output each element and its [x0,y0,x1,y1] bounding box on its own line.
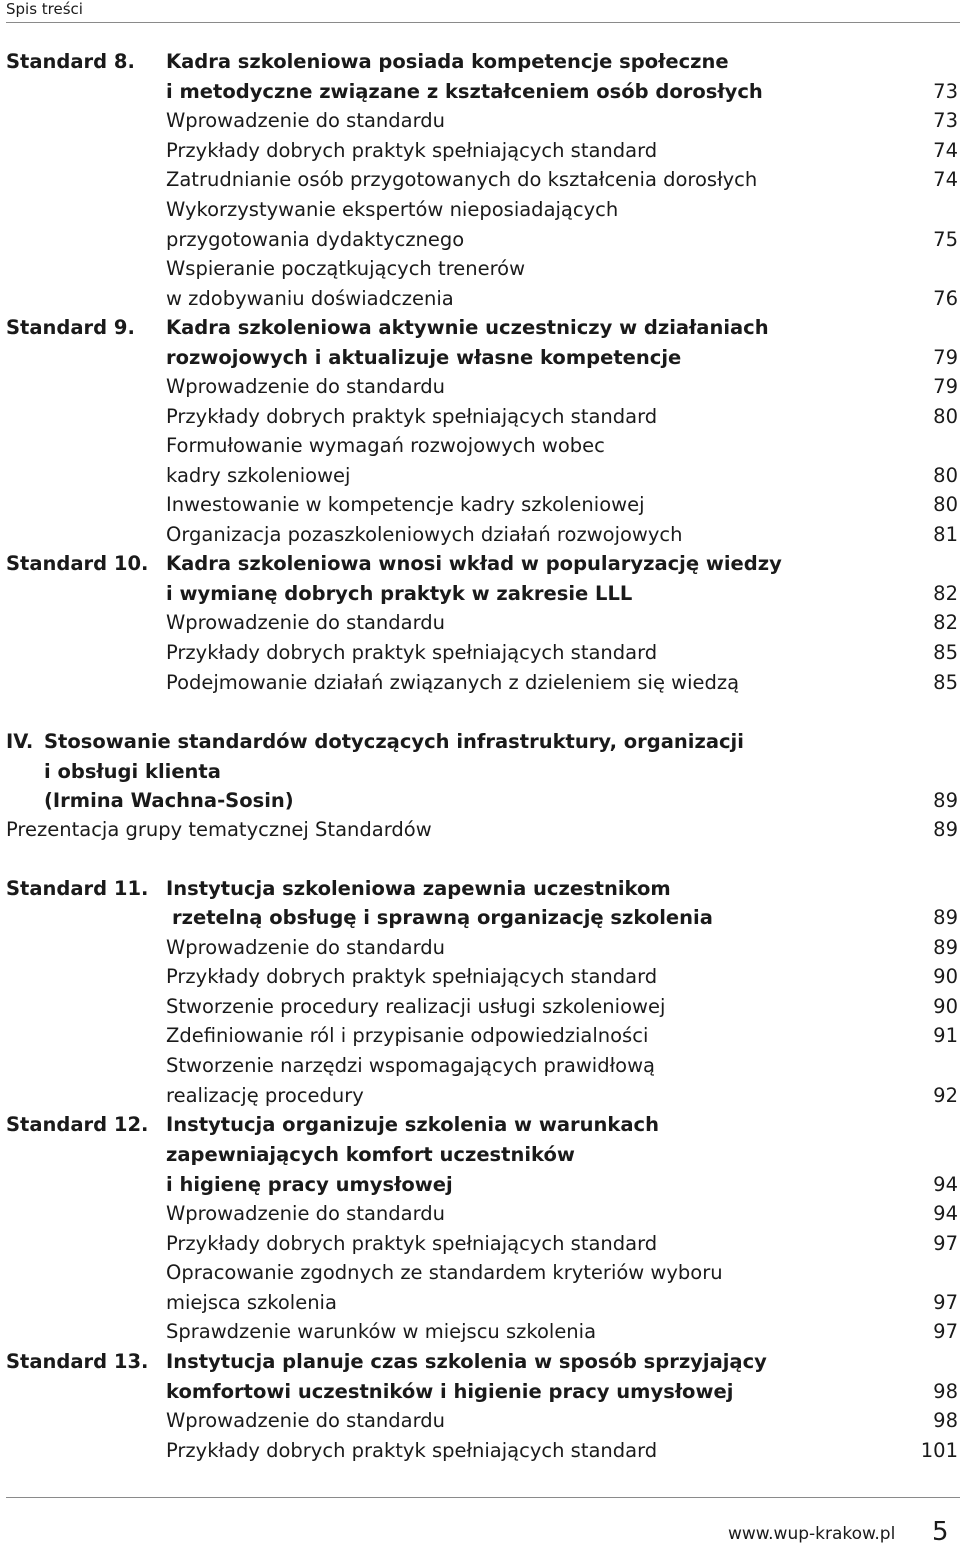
toc-entry[interactable] [0,1436,960,1465]
toc-entry-title: Wprowadzenie do standardu [166,109,446,132]
toc-entry-title: Sprawdzenie warunków w miejscu szkolenia [166,1320,597,1343]
toc-entry-page-number: 89 [933,936,958,959]
toc-entry[interactable] [0,1140,960,1169]
toc-entry-title: Wprowadzenie do standardu [166,611,446,634]
toc-entry-page-number: 90 [933,995,958,1018]
toc-entry-title: Przykłady dobrych praktyk spełniających standard [166,641,658,664]
toc-entry-page-number: 98 [933,1380,958,1403]
toc-entry-title: rozwojowych i aktualizuje własne kompetencje [166,346,682,369]
toc-entry-title: Zdefiniowanie ról i przypisanie odpowiedzialności [166,1024,649,1047]
toc-entry[interactable] [0,668,960,697]
toc-entry[interactable] [0,962,960,991]
toc-entry-title: Przykłady dobrych praktyk spełniających standard [166,1439,658,1462]
toc-entry-title: Przykłady dobrych praktyk spełniających standard [166,1232,658,1255]
toc-entry-label: Standard 10. [6,552,149,575]
toc-entry[interactable] [0,106,960,135]
toc-entry-page-number: 89 [933,818,958,841]
toc-entry[interactable] [0,1110,960,1139]
toc-entry[interactable] [0,77,960,106]
toc-entry[interactable] [0,727,960,756]
toc-entry[interactable] [0,431,960,460]
toc-entry[interactable] [0,372,960,401]
toc-entry-title: rzetelną obsługę i sprawną organizację szkolenia [172,906,713,929]
toc-entry[interactable] [0,1021,960,1050]
toc-entry-title: i metodyczne związane z kształceniem osób dorosłych [166,80,763,103]
toc-entry[interactable] [0,1406,960,1435]
toc-entry-title: zapewniających komfort uczestników [166,1143,575,1166]
toc-entry-title: Opracowanie zgodnych ze standardem kryteriów wyboru [166,1261,723,1284]
toc-entry-page-number: 89 [933,906,958,929]
toc-entry-label: IV. [6,730,34,753]
toc-entry-title: miejsca szkolenia [166,1291,337,1314]
toc-entry-label: Standard 9. [6,316,135,339]
toc-entry-label: Standard 8. [6,50,135,73]
toc-entry-label: Standard 11. [6,877,149,900]
toc-entry-title: realizację procedury [166,1084,364,1107]
toc-entry-title: Stworzenie procedury realizacji usługi szkoleniowej [166,995,666,1018]
toc-entry-title: Organizacja pozaszkoleniowych działań rozwojowych [166,523,683,546]
toc-entry[interactable] [0,757,960,786]
toc-entry-page-number: 80 [933,405,958,428]
toc-entry[interactable] [0,284,960,313]
toc-entry-title: Stosowanie standardów dotyczących infrastruktury, organizacji [44,730,744,753]
footer-divider [6,1497,960,1498]
toc-entry-page-number: 97 [933,1232,958,1255]
toc-entry-title: Przykłady dobrych praktyk spełniających standard [166,139,658,162]
toc-entry[interactable] [0,195,960,224]
toc-entry-title: Kadra szkoleniowa wnosi wkład w popularyzację wiedzy [166,552,782,575]
toc-entry[interactable] [0,1347,960,1376]
toc-entry-title: Wspieranie początkujących trenerów [166,257,526,280]
toc-entry-page-number: 80 [933,464,958,487]
toc-entry-page-number: 91 [933,1024,958,1047]
toc-entry-title: Zatrudnianie osób przygotowanych do kształcenia dorosłych [166,168,758,191]
toc-entry[interactable] [0,933,960,962]
toc-entry[interactable] [0,225,960,254]
toc-entry[interactable] [0,1051,960,1080]
toc-entry-title: Wprowadzenie do standardu [166,1202,446,1225]
toc-entry-page-number: 79 [933,346,958,369]
toc-entry-title: i wymianę dobrych praktyk w zakresie LLL [166,582,633,605]
toc-entry-title: komfortowi uczestników i higienie pracy umysłowej [166,1380,734,1403]
toc-entry-title: kadry szkoleniowej [166,464,351,487]
toc-entry[interactable] [0,402,960,431]
toc-entry-page-number: 92 [933,1084,958,1107]
toc-entry-title: w zdobywaniu doświadczenia [166,287,454,310]
toc-entry-title: Podejmowanie działań związanych z dzieleniem się wiedzą [166,671,740,694]
toc-entry-page-number: 76 [933,287,958,310]
footer-url[interactable]: www.wup-krakow.pl [728,1524,896,1544]
toc-entry-title: Przykłady dobrych praktyk spełniających standard [166,965,658,988]
toc-entry[interactable] [0,1377,960,1406]
toc-entry[interactable] [0,815,960,844]
toc-entry-title: i higienę pracy umysłowej [166,1173,453,1196]
toc-entry[interactable] [0,1317,960,1346]
toc-entry-title: Formułowanie wymagań rozwojowych wobec [166,434,605,457]
toc-entry-page-number: 80 [933,493,958,516]
toc-entry[interactable] [0,992,960,1021]
toc-entry-page-number: 85 [933,671,958,694]
toc-entry-title: Instytucja organizuje szkolenia w warunkach [166,1113,659,1136]
toc-entry-page-number: 82 [933,582,958,605]
toc-entry-title: Wprowadzenie do standardu [166,375,446,398]
toc-entry-title: Stworzenie narzędzi wspomagających prawidłową [166,1054,655,1077]
toc-entry[interactable] [0,1170,960,1199]
toc-entry[interactable] [0,1258,960,1287]
toc-entry[interactable] [0,903,960,932]
toc-entry-page-number: 97 [933,1320,958,1343]
toc-entry-page-number: 74 [933,168,958,191]
toc-entry-page-number: 94 [933,1173,958,1196]
toc-entry-title: Wprowadzenie do standardu [166,1409,446,1432]
toc-entry[interactable] [0,343,960,372]
toc-entry[interactable] [0,1199,960,1228]
toc-entry[interactable] [0,549,960,578]
toc-entry[interactable] [0,165,960,194]
toc-entry[interactable] [0,638,960,667]
toc-entry-title: Instytucja szkoleniowa zapewnia uczestnikom [166,877,671,900]
toc-entry-label: Standard 12. [6,1113,149,1136]
toc-entry[interactable] [0,579,960,608]
toc-entry-page-number: 74 [933,139,958,162]
toc-entry[interactable] [0,1229,960,1258]
toc-entry-page-number: 82 [933,611,958,634]
toc-entry[interactable] [0,1288,960,1317]
toc-entry-label: Standard 13. [6,1350,149,1373]
toc-entry-page-number: 85 [933,641,958,664]
toc-entry[interactable] [0,136,960,165]
toc-entry[interactable] [0,786,960,815]
toc-entry[interactable] [0,313,960,342]
toc-entry-title: (Irmina Wachna-Sosin) [44,789,294,812]
toc-entry-page-number: 94 [933,1202,958,1225]
toc-entry[interactable] [0,520,960,549]
toc-entry[interactable] [0,608,960,637]
toc-entry-page-number: 73 [933,80,958,103]
toc-entry-title: i obsługi klienta [44,760,221,783]
toc-entry-title: Prezentacja grupy tematycznej Standardów [6,818,432,841]
toc-entry-title: Inwestowanie w kompetencje kadry szkoleniowej [166,493,645,516]
toc-entry-page-number: 98 [933,1409,958,1432]
toc-entry-title: Kadra szkoleniowa aktywnie uczestniczy w działaniach [166,316,769,339]
toc-entry-page-number: 75 [933,228,958,251]
toc-entry-page-number: 90 [933,965,958,988]
toc-entry-page-number: 79 [933,375,958,398]
toc-entry[interactable] [0,254,960,283]
toc-entry-page-number: 81 [933,523,958,546]
toc-entry[interactable] [0,461,960,490]
toc-entry-title: Kadra szkoleniowa posiada kompetencje społeczne [166,50,729,73]
toc-entry-title: przygotowania dydaktycznego [166,228,465,251]
toc-entry-title: Wprowadzenie do standardu [166,936,446,959]
toc-entry-title: Wykorzystywanie ekspertów nieposiadających [166,198,619,221]
toc-entry-title: Instytucja planuje czas szkolenia w sposób sprzyjający [166,1350,767,1373]
toc-entry-page-number: 101 [920,1439,958,1462]
toc-entry[interactable] [0,47,960,76]
toc-entry[interactable] [0,1081,960,1110]
toc-entry-page-number: 73 [933,109,958,132]
toc-entry-title: Przykłady dobrych praktyk spełniających standard [166,405,658,428]
toc-entry-page-number: 89 [933,789,958,812]
toc-entry[interactable] [0,490,960,519]
footer-page-number: 5 [932,1517,949,1547]
toc-entry-page-number: 97 [933,1291,958,1314]
page-header-title: Spis treści [6,0,83,18]
toc-entry[interactable] [0,874,960,903]
